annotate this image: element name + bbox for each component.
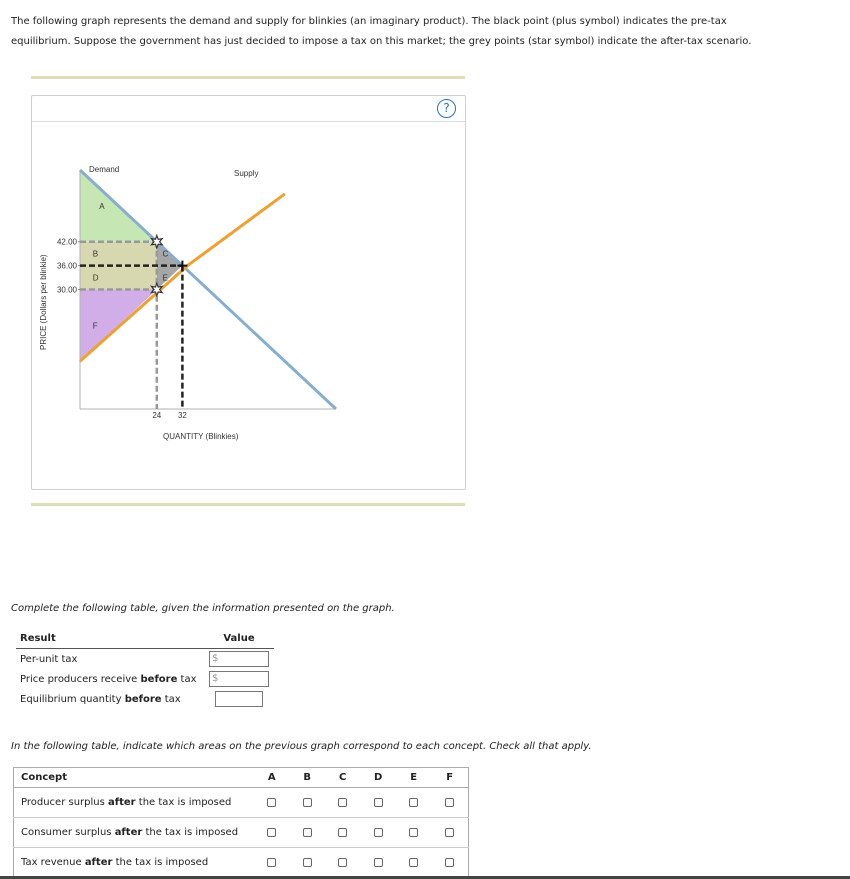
concept-row: [14, 848, 469, 878]
column-header: C: [325, 768, 360, 788]
bottom-divider: [31, 503, 465, 506]
area-checkbox[interactable]: [409, 828, 418, 837]
area-label-f: F: [92, 321, 98, 331]
area-checkbox[interactable]: [303, 828, 312, 837]
x-tick-label: 24: [152, 411, 162, 420]
result-row: [16, 689, 274, 709]
area-checkbox[interactable]: [338, 828, 347, 837]
area-label-e: E: [162, 273, 168, 283]
concept-header: Concept: [14, 768, 255, 788]
demand-label: Demand: [89, 165, 120, 174]
area-checkbox[interactable]: [338, 858, 347, 867]
value-input[interactable]: [209, 671, 269, 687]
table1-instruction: Complete the following table, given the information presented on the graph.: [11, 603, 395, 614]
area-checkbox[interactable]: [303, 858, 312, 867]
supply-label: Supply: [234, 169, 259, 178]
instructions-line-2: equilibrium. Suppose the government has just decided to impose a tax on this market; the grey points (star symbol) indicate the after-tax scenario.: [11, 36, 752, 47]
result-label: Price producers receive before tax: [20, 673, 197, 685]
result-label: Equilibrium quantity before tax: [20, 693, 181, 705]
currency-symbol: $: [212, 673, 219, 684]
column-header: B: [289, 768, 324, 788]
result-row: [16, 669, 274, 689]
column-header: A: [254, 768, 289, 788]
area-e: [157, 266, 183, 290]
area-checkbox[interactable]: [303, 798, 312, 807]
y-tick-label: 42.00: [56, 237, 77, 247]
value-input[interactable]: [209, 651, 269, 667]
value-input[interactable]: [215, 691, 263, 707]
area-checkbox[interactable]: [445, 828, 454, 837]
result-header: Result: [16, 631, 204, 649]
area-checkbox[interactable]: [374, 798, 383, 807]
help-icon[interactable]: ?: [437, 99, 456, 118]
column-header: D: [360, 768, 395, 788]
y-tick-label: 30.00: [56, 285, 77, 295]
result-row: [16, 649, 274, 670]
area-checkbox[interactable]: [267, 798, 276, 807]
column-header: E: [396, 768, 431, 788]
x-axis-label: QUANTITY (Blinkies): [163, 432, 239, 441]
area-checkbox[interactable]: [445, 798, 454, 807]
area-d: [80, 266, 157, 290]
area-label-d: D: [92, 273, 99, 283]
instructions-line-1: The following graph represents the demand and supply for blinkies (an imaginary product). The black point (plus symbol) indicates the pre-tax: [11, 16, 727, 27]
instructions-text: [11, 12, 831, 52]
y-axis-label: PRICE (Dollars per blinkie): [39, 254, 48, 350]
area-label-a: A: [99, 201, 105, 211]
area-checkbox[interactable]: [374, 858, 383, 867]
value-header: Value: [204, 631, 274, 649]
concept-table: [13, 767, 469, 878]
area-checkbox[interactable]: [445, 858, 454, 867]
area-checkbox[interactable]: [267, 828, 276, 837]
results-table: [16, 631, 274, 709]
area-checkbox[interactable]: [338, 798, 347, 807]
concept-label: Tax revenue after the tax is imposed: [14, 848, 255, 878]
area-b: [80, 242, 157, 266]
x-tick-label: 32: [177, 411, 187, 420]
area-checkbox[interactable]: [409, 798, 418, 807]
column-header: F: [431, 768, 468, 788]
concept-label: Consumer surplus after the tax is imposed: [14, 818, 255, 848]
table2-instruction: In the following table, indicate which areas on the previous graph correspond to each concept. Check all that apply.: [11, 741, 592, 752]
area-label-b: B: [92, 249, 99, 259]
supply-demand-chart: [31, 95, 464, 488]
concept-row: [14, 818, 469, 848]
currency-symbol: $: [212, 653, 219, 664]
concept-label: Producer surplus after the tax is imposed: [14, 788, 255, 818]
y-tick-label: 36.00: [56, 261, 77, 271]
area-label-c: C: [162, 249, 169, 259]
area-checkbox[interactable]: [267, 858, 276, 867]
result-label: Per-unit tax: [20, 653, 78, 665]
area-checkbox[interactable]: [409, 858, 418, 867]
area-checkbox[interactable]: [374, 828, 383, 837]
top-divider: [31, 76, 465, 79]
concept-row: [14, 788, 469, 818]
